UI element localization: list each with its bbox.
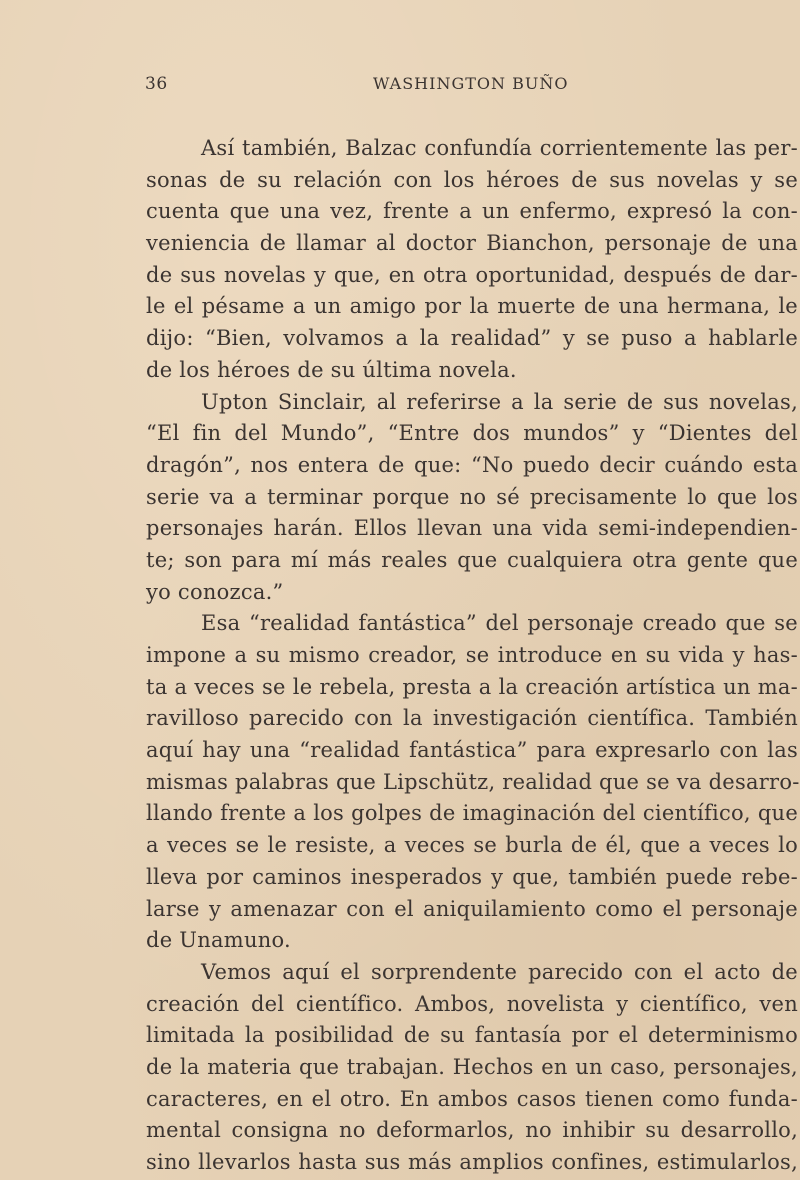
text-line: caracteres, en el otro. En ambos casos tienen como funda- [146,1086,798,1111]
text-line: de la materia que trabajan. Hechos en un caso, personajes, [146,1054,798,1079]
text-line: creación del científico. Ambos, novelista y científico, ven [146,991,798,1016]
text-line: larse y amenazar con el aniquilamiento como el personaje [146,896,798,921]
text-line: serie va a terminar porque no sé precisamente lo que los [146,484,798,509]
page-number: 36 [145,74,168,94]
text-line: a veces se le resiste, a veces se burla de él, que a veces lo [146,833,798,858]
text-line: Así también, Balzac confundía corrientemente las per- [201,136,798,160]
text-line: Esa “realidad fantástica” del personaje creado que se [201,611,798,636]
text-line: personajes harán. Ellos llevan una vida semi-independien- [146,516,798,541]
text-line: Upton Sinclair, al referirse a la serie de sus novelas, [201,389,798,414]
text-line: de Unamuno. [146,928,291,953]
text-line: lleva por caminos inesperados y que, también puede rebe- [146,864,798,889]
text-line: mental consigna no deformarlos, no inhibir su desarrollo, [146,1118,798,1143]
text-line: mismas palabras que Lipschütz, realidad que se va desarro- [146,769,800,794]
text-line: sonas de su relación con los héroes de sus novelas y se [146,167,798,192]
text-line: impone a su mismo creador, se introduce en su vida y has- [146,643,798,667]
text-line: de los héroes de su última novela. [146,357,517,382]
paragraph [146,387,798,609]
text-line: de sus novelas y que, en otra oportunidad, después de dar- [146,262,798,287]
text-line: te; son para mí más reales que cualquiera otra gente que [146,547,798,572]
text-line: ta a veces se le rebela, presta a la creación artística un ma- [146,674,798,699]
text-line: aquí hay una “realidad fantástica” para expresarlo con las [146,738,798,763]
body-text [146,133,798,1179]
paragraph [146,608,798,957]
text-line: dragón”, nos entera de que: “No puedo decir cuándo esta [146,452,798,477]
text-line: veniencia de llamar al doctor Bianchon, personaje de una [146,231,798,256]
text-line: “El fin del Mundo”, “Entre dos mundos” y “Dientes del [146,421,798,446]
text-line: dijo: “Bien, volvamos a la realidad” y se puso a hablarle [146,326,798,351]
page-header [145,74,800,104]
text-line: le el pésame a un amigo por la muerte de una hermana, le [146,294,798,319]
text-line: cuenta que una vez, frente a un enfermo, expresó la con- [146,199,798,224]
paragraph [146,957,798,1179]
text-line: sino llevarlos hasta sus más amplios confines, estimularlos, [146,1150,798,1174]
text-line: Vemos aquí el sorprendente parecido con el acto de [201,959,798,984]
running-head: WASHINGTON BUÑO [373,74,569,93]
paragraph [146,133,798,387]
text-line: ravilloso parecido con la investigación científica. También [146,706,798,731]
text-line: yo conozca.” [146,579,284,604]
text-line: llando frente a los golpes de imaginación del científico, que [146,801,798,826]
text-line: limitada la posibilidad de su fantasía por el determinismo [146,1023,798,1048]
